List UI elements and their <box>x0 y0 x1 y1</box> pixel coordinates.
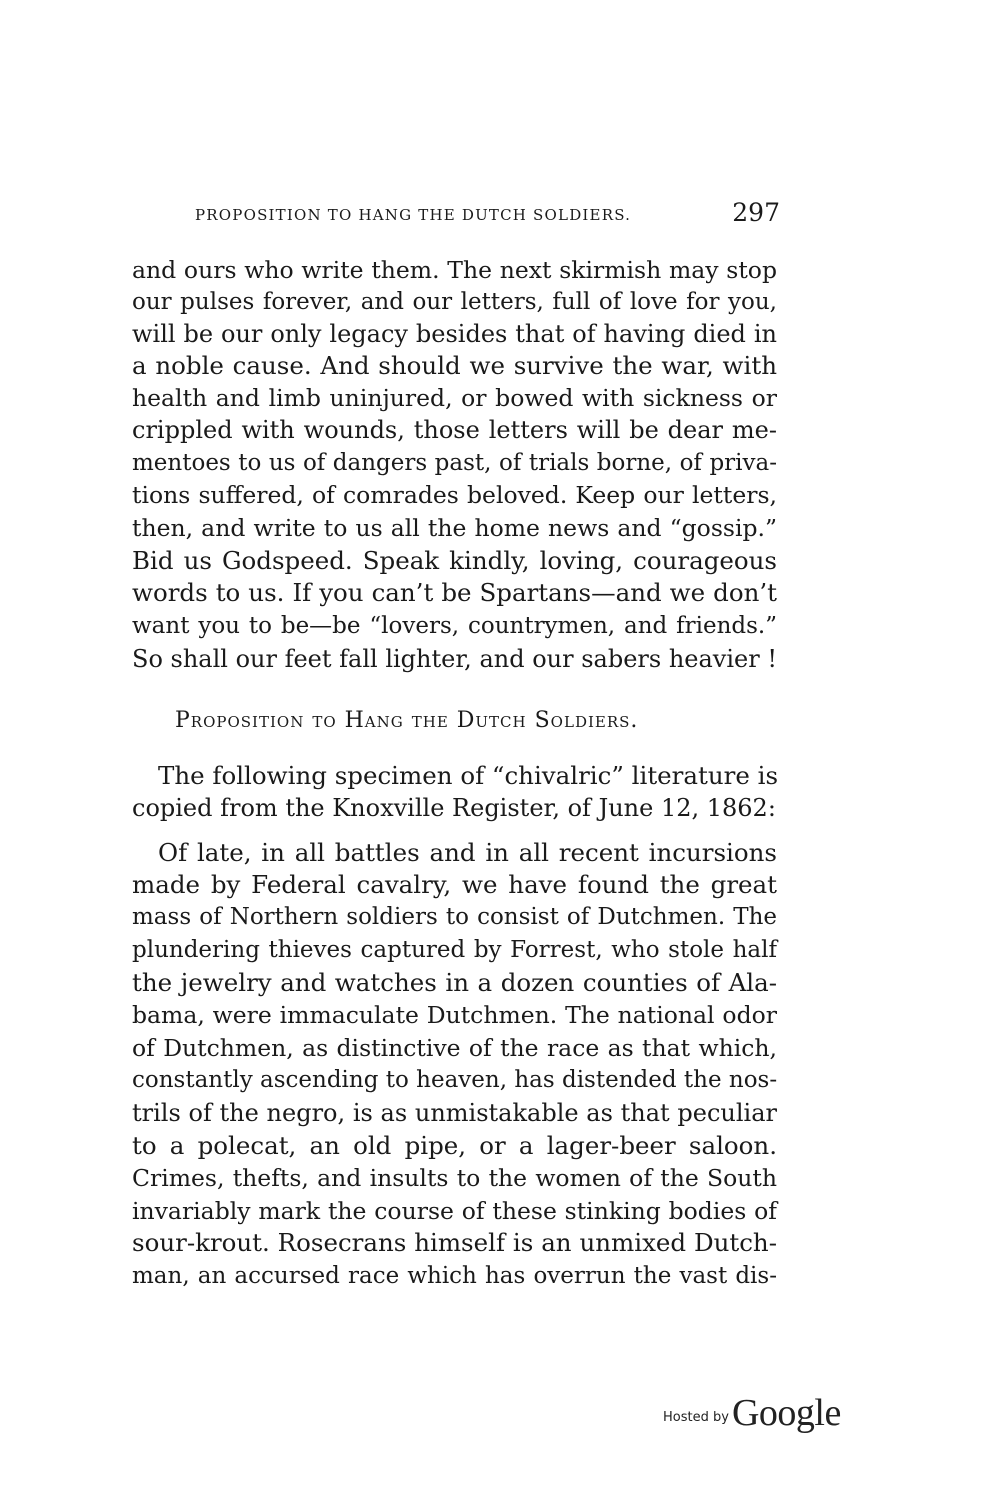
page-number: 297 <box>732 198 780 227</box>
text-line: our pulses forever, and our letters, full of love for you, <box>132 289 777 315</box>
quote-line: Of late, in all battles and in all recent incursions <box>158 838 777 867</box>
text-line: will be our only legacy besides that of having died in <box>132 320 777 348</box>
text-line: words to us. If you can’t be Spartans—and we don’t <box>132 578 777 607</box>
quote-line: Crimes, thefts, and insults to the women of the South <box>132 1164 777 1192</box>
section-heading: Proposition to Hang the Dutch Soldiers. <box>175 708 639 733</box>
text-line: mentoes to us of dangers past, of trials borne, of priva- <box>132 450 777 476</box>
quote-line: constantly ascending to heaven, has distended the nos- <box>132 1067 778 1093</box>
running-head: PROPOSITION TO HANG THE DUTCH SOLDIERS. <box>195 206 632 224</box>
text-line: tions suffered, of comrades beloved. Keep our letters, <box>132 481 777 509</box>
quote-line: mass of Northern soldiers to consist of Dutchmen. The <box>132 904 777 930</box>
quote-line: of Dutchmen, as distinctive of the race as that which, <box>132 1034 777 1062</box>
quote-line: invariably mark the course of these stinking bodies of <box>132 1197 777 1225</box>
text-line: crippled with wounds, those letters will be dear me- <box>132 416 777 444</box>
quote-line: to a polecat, an old pipe, or a lager-beer saloon. <box>132 1131 777 1160</box>
quote-line: plundering thieves captured by Forrest, who stole half <box>132 937 777 963</box>
text-line: Bid us Godspeed. Speak kindly, loving, courageous <box>132 546 777 575</box>
text-line: then, and write to us all the home news and “gossip.” <box>132 514 777 542</box>
intro-line: copied from the Knoxville Register, of June 12, 1862: <box>132 794 776 822</box>
quote-line: the jewelry and watches in a dozen counties of Ala- <box>132 968 777 997</box>
hosted-by-label: Hosted by <box>663 1410 729 1425</box>
quote-line: trils of the negro, is as unmistakable as that peculiar <box>132 1099 777 1127</box>
google-logo: Google <box>731 1392 841 1434</box>
page-header <box>195 198 780 238</box>
quote-line: man, an accursed race which has overrun the vast dis- <box>132 1263 777 1289</box>
quote-line: made by Federal cavalry, we have found the great <box>132 870 777 899</box>
hosted-by-google-watermark <box>663 1391 841 1434</box>
text-line: and ours who write them. The next skirmish may stop <box>132 256 777 284</box>
intro-line: The following specimen of “chivalric” literature is <box>158 761 779 790</box>
text-line: So shall our feet fall lighter, and our sabers heavier ! <box>132 645 777 673</box>
text-line: health and limb uninjured, or bowed with sickness or <box>132 384 777 412</box>
text-line: a noble cause. And should we survive the war, with <box>132 351 777 380</box>
quote-line: bama, were immaculate Dutchmen. The national odor <box>132 1001 777 1029</box>
quote-line: sour-krout. Rosecrans himself is an unmixed Dutch- <box>132 1228 777 1257</box>
text-line: want you to be—be “lovers, countrymen, and friends.” <box>132 613 777 639</box>
